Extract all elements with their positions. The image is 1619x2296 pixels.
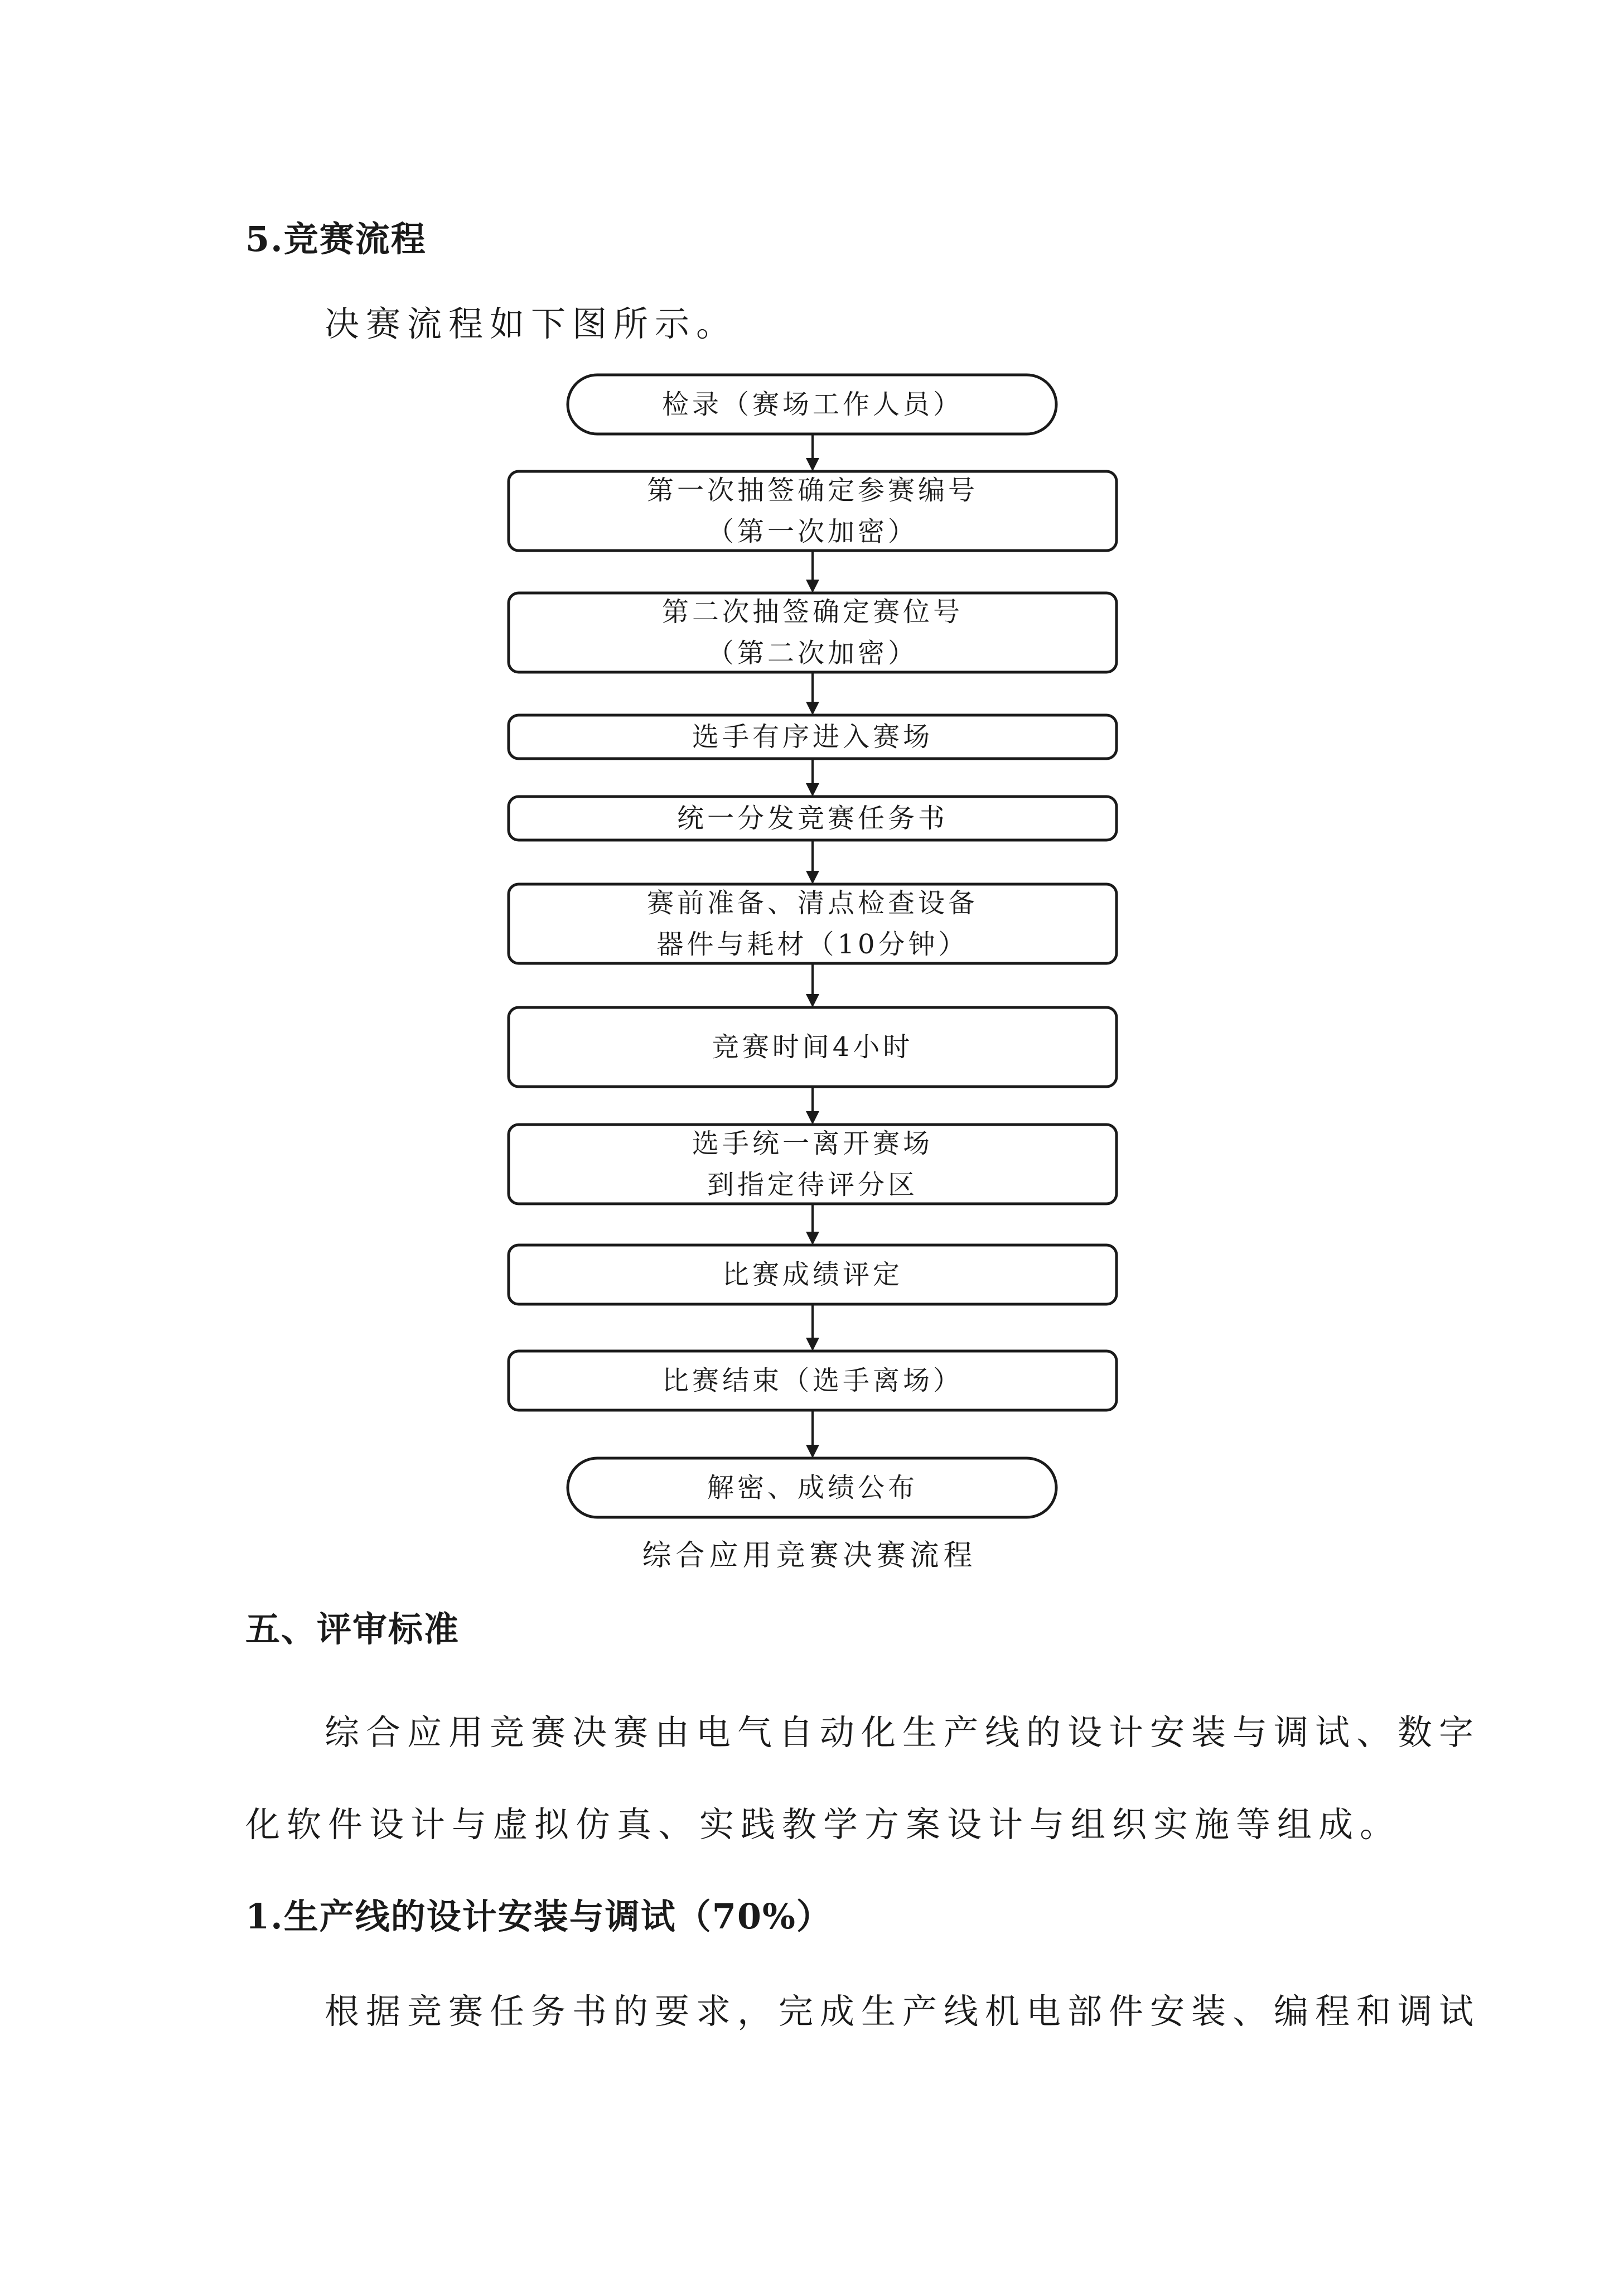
section-heading-production-line: 1.生产线的设计安装与调试（70%） xyxy=(245,1896,832,1937)
flow-arrow xyxy=(806,551,819,593)
flow-step-3 xyxy=(509,593,1117,672)
flow-step-label: 比赛成绩评定 xyxy=(722,1259,903,1290)
flow-step-7 xyxy=(509,1007,1117,1087)
flow-step-label: 第二次抽签确定赛位号 xyxy=(661,596,964,628)
flow-step-11 xyxy=(568,1458,1056,1517)
flow-step-label: 选手统一离开赛场 xyxy=(692,1128,934,1159)
flow-step-6 xyxy=(509,884,1117,963)
arrow-head xyxy=(806,458,819,471)
flow-arrow xyxy=(806,1087,819,1125)
flow-step-label: 竞赛时间4小时 xyxy=(712,1031,914,1063)
arrow-head xyxy=(806,994,819,1007)
flow-step-label: （第一次加密） xyxy=(707,516,919,547)
flow-arrow xyxy=(806,840,819,884)
flow-step-10 xyxy=(509,1351,1117,1410)
section-heading-competition-flow: 5.竞赛流程 xyxy=(245,219,427,259)
flow-arrow xyxy=(806,434,819,471)
section-heading-review-standards: 五、评审标准 xyxy=(245,1609,460,1649)
flow-arrow xyxy=(806,1304,819,1351)
flow-arrow xyxy=(806,1204,819,1245)
flow-arrow xyxy=(806,963,819,1007)
arrow-head xyxy=(806,871,819,884)
flow-step-label: 到指定待评分区 xyxy=(707,1169,919,1200)
flow-arrow xyxy=(806,672,819,715)
flow-arrow xyxy=(806,1410,819,1458)
arrow-head xyxy=(806,1445,819,1458)
flow-step-label: 器件与耗材（10分钟） xyxy=(656,929,969,960)
arrow-head xyxy=(806,702,819,715)
arrow-head xyxy=(806,1338,819,1351)
review-paragraph-line-2: 化软件设计与虚拟仿真、实践教学方案设计与组织实施等组成。 xyxy=(245,1804,1401,1845)
flow-arrow xyxy=(806,759,819,797)
flow-step-1 xyxy=(568,375,1056,434)
flow-step-2 xyxy=(509,471,1117,551)
flow-step-label: 赛前准备、清点检查设备 xyxy=(646,887,979,919)
flow-step-label: 检录（赛场工作人员） xyxy=(661,389,964,420)
production-line-paragraph-line-1: 根据竞赛任务书的要求，完成生产线机电部件安装、编程和调试 xyxy=(325,1991,1481,2032)
flowchart-caption: 综合应用竞赛决赛流程 xyxy=(642,1539,977,1573)
flow-step-label: 比赛结束（选手离场） xyxy=(661,1365,964,1396)
flow-step-label: 统一分发竞赛任务书 xyxy=(676,803,949,834)
flow-step-4 xyxy=(509,715,1117,759)
arrow-head xyxy=(806,783,819,797)
review-paragraph-line-1: 综合应用竞赛决赛由电气自动化生产线的设计安装与调试、数字 xyxy=(325,1712,1481,1753)
flow-step-label: （第二次加密） xyxy=(707,638,919,669)
flow-intro-text: 决赛流程如下图所示。 xyxy=(325,303,738,344)
arrow-head xyxy=(806,1111,819,1125)
flow-step-label: 选手有序进入赛场 xyxy=(692,721,934,753)
arrow-head xyxy=(806,1232,819,1245)
flow-step-9 xyxy=(509,1245,1117,1304)
flow-step-8 xyxy=(509,1125,1117,1204)
flow-step-5 xyxy=(509,797,1117,840)
flow-step-label: 解密、成绩公布 xyxy=(707,1472,919,1503)
arrow-head xyxy=(806,580,819,593)
flow-step-label: 第一次抽签确定参赛编号 xyxy=(646,475,979,506)
